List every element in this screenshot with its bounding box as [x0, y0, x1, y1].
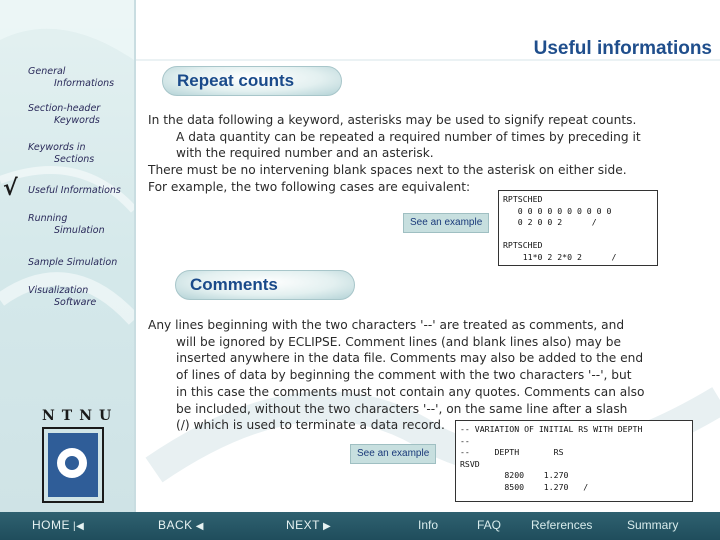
next-arrow-icon: ▶ [323, 521, 332, 532]
sidebar-item-label: General [28, 66, 66, 77]
sidebar-item-useful-informations[interactable] [28, 185, 121, 197]
sidebar-item-keywords-in-sections[interactable] [28, 142, 94, 166]
comments-text: Any lines beginning with the two characters '--' are treated as comments, and will be ignored by ECLIPSE. Comment lines (and blank lines also) may be inserted anywhere in the data file. Comments may also be added to the end of lines of data by beginning the comment with the two characters '--', but in this case the comments must not contain any quotes. Comments can also be included, without the two characters '--', on the same line after a slash (/) which is used to terminate a data record. [148, 318, 645, 433]
skip-back-icon: |◀ [73, 521, 85, 532]
sidebar-item-label: Keywords [54, 115, 100, 126]
current-page-checkmark-icon: √ [3, 176, 18, 201]
page-title: Useful informations [533, 38, 712, 59]
sidebar-item-label: Useful Informations [28, 185, 121, 196]
sidebar-item-label: Visualization [28, 285, 89, 296]
sidebar-item-label: Informations [54, 78, 115, 89]
back-button[interactable]: BACK ◀ [158, 518, 204, 532]
references-link[interactable]: References [531, 518, 593, 532]
sidebar-item-label: Sections [54, 154, 95, 165]
back-arrow-icon: ◀ [195, 521, 204, 532]
sidebar-item-label: Keywords in [28, 142, 86, 153]
info-link[interactable]: Info [418, 518, 439, 532]
summary-link[interactable]: Summary [627, 518, 679, 532]
sidebar-item-label: Software [54, 297, 97, 308]
section-header-repeat-counts: Repeat counts [162, 66, 342, 96]
bottom-navigation-bar [0, 512, 720, 540]
sidebar-item-label: Running [28, 213, 68, 224]
sidebar-item-general-informations[interactable] [28, 66, 114, 90]
ntnu-logo [42, 408, 112, 503]
repeat-counts-code-example: RPTSCHED 0 0 0 0 0 0 0 0 0 0 0 2 0 0 2 / RPTSCHED 11*0 2 2*0 2 / [498, 190, 658, 266]
faq-link[interactable]: FAQ [477, 518, 502, 532]
logo-letters: N T N U [42, 408, 113, 424]
sidebar-item-label: Section-header [28, 103, 101, 114]
logo-emblem [42, 427, 104, 503]
sidebar-item-running-simulation[interactable] [28, 213, 105, 237]
divider [134, 0, 136, 512]
see-example-button[interactable]: See an example [403, 213, 489, 233]
home-button[interactable]: HOME |◀ [32, 518, 85, 532]
sidebar-item-label: Sample Simulation [28, 257, 118, 268]
sidebar-item-label: Simulation [54, 225, 105, 236]
comments-code-example: -- VARIATION OF INITIAL RS WITH DEPTH -- -- DEPTH RS RSVD 8200 1.270 8500 1.270 / [455, 420, 693, 502]
repeat-counts-text: In the data following a keyword, asterisks may be used to signify repeat counts. A data quantity can be repeated a required number of times by preceding it with the required number and an asterisk. There must be no intervening blank spaces next to the asterisk on either side. For example, the two following cases are equivalent: [148, 113, 641, 194]
next-button[interactable]: NEXT ▶ [286, 518, 332, 532]
sidebar-item-sample-simulation[interactable] [28, 257, 117, 269]
sidebar-item-visualization-software[interactable] [28, 285, 96, 309]
sidebar-item-section-header-keywords[interactable] [28, 103, 100, 127]
see-example-button[interactable]: See an example [350, 444, 436, 464]
section-header-comments: Comments [175, 270, 355, 300]
